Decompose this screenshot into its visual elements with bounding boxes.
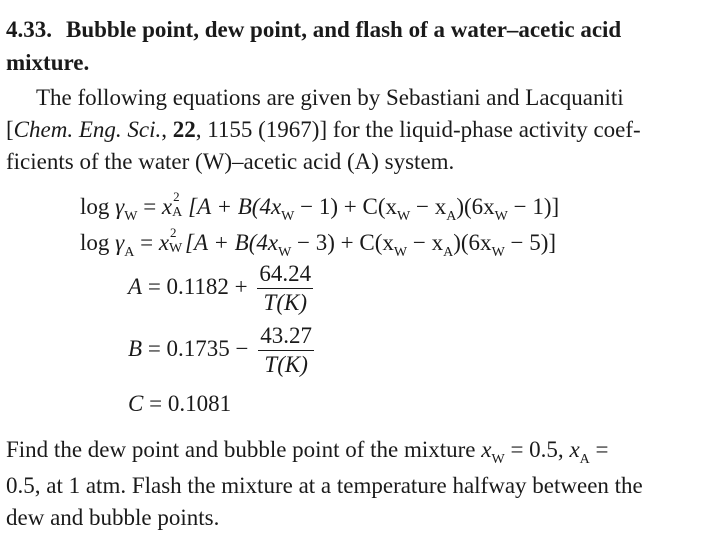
equation-gamma-a: $\log \gamma_A = x$ 2 W $[A + B(4x_W - 3) + C(x_W - x_A)(6x_W - 5)]$ — [80, 225, 557, 260]
task-line-2: 0.5, at 1 atm. Flash the mixture at a temperature halfway between the — [6, 473, 643, 498]
equation-a: A = 0.1182 + $\frac{64.24}{T(K)}$ — [128, 261, 312, 315]
heading-line-1 — [6, 13, 706, 46]
equation-c: C = 0.1081 — [128, 391, 232, 416]
intro-line-3: ficients of the water (W)–acetic acid (A) system. — [6, 149, 455, 174]
problem-title-line-1: Bubble point, dew point, and flash of a water–acetic acid — [66, 17, 622, 42]
fraction-b: $\frac{43.27}{T(K)}$ — [260, 323, 313, 377]
problem-title-line-2: mixture. — [6, 50, 90, 75]
intro-line-2: [Chem. Eng. Sci., 22, 1155 (1967)] for the liquid-phase activity coef- — [6, 117, 641, 142]
intro-line-1: The following equations are given by Sebastiani and Lacquaniti — [36, 85, 624, 110]
journal-name: Chem. Eng. Sci. — [13, 117, 162, 142]
fraction-a: $\frac{64.24}{T(K)}$ — [259, 261, 312, 315]
problem-number: 4.33. — [6, 17, 52, 42]
journal-volume: 22 — [172, 117, 196, 142]
task-paragraph — [6, 434, 696, 534]
problem-heading — [6, 13, 706, 79]
task-line-3: dew and bubble points. — [6, 505, 220, 530]
task-line-1: Find the dew point and bubble point of the mixture $x_W = 0.5$, $x_A$ = — [6, 437, 609, 467]
intro-paragraph — [6, 82, 696, 178]
equation-gamma-w: $\log \gamma_W = x$ 2 A $[A + B(4x_W - 1) + C(x_W - x_A)(6x_W - 1)]$ — [80, 189, 560, 224]
equation-b: B = 0.1735 − $\frac{43.27}{T(K)}$ — [128, 323, 313, 377]
